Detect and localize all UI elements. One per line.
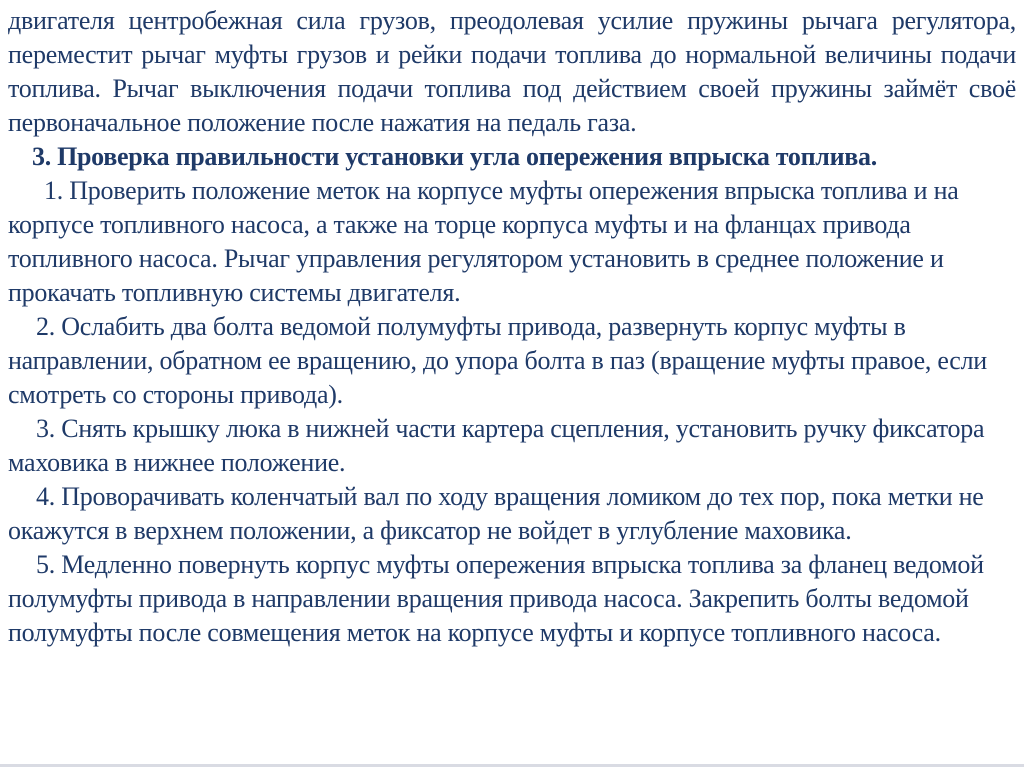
document-text xyxy=(8,4,1016,650)
step-paragraph-1: 1. Проверить положение меток на корпусе муфты опережения впрыска топлива и на корпусе топливного насоса, а также на торце корпуса муфты и на фланцах привода топливного насоса. Рычаг управления регулятором установить в среднее положение и прокачать топливную системы двигателя. xyxy=(8,176,959,307)
step-paragraph-4: 4. Проворачивать коленчатый вал по ходу вращения ломиком до тех пор, пока метки не окажутся в верхнем положении, а фиксатор не войдет в углубление маховика. xyxy=(8,482,984,545)
intro-paragraph: двигателя центробежная сила грузов, преодолевая усилие пружины рычага регулятора, переместит рычаг муфты грузов и рейки подачи топлива до нормальной величины подачи топлива. Рычаг выключения подачи топлива под действием своей пружины займёт своё первоначальное положение после нажатия на педаль газа. xyxy=(8,6,1016,137)
step-paragraph-5: 5. Медленно повернуть корпус муфты опережения впрыска топлива за фланец ведомой полумуфты привода в направлении вращения привода насоса. Закрепить болты ведомой полумуфты после совмещения меток на корпусе муфты и корпусе топливного насоса. xyxy=(8,550,984,647)
step-paragraph-2: 2. Ослабить два болта ведомой полумуфты привода, развернуть корпус муфты в направлении, обратном ее вращению, до упора болта в паз (вращение муфты правое, если смотреть со стороны привода). xyxy=(8,312,987,409)
step-paragraph-3: 3. Снять крышку люка в нижней части картера сцепления, установить ручку фиксатора маховика в нижнее положение. xyxy=(8,414,985,477)
section-heading: 3. Проверка правильности установки угла опережения впрыска топлива. xyxy=(32,142,877,171)
